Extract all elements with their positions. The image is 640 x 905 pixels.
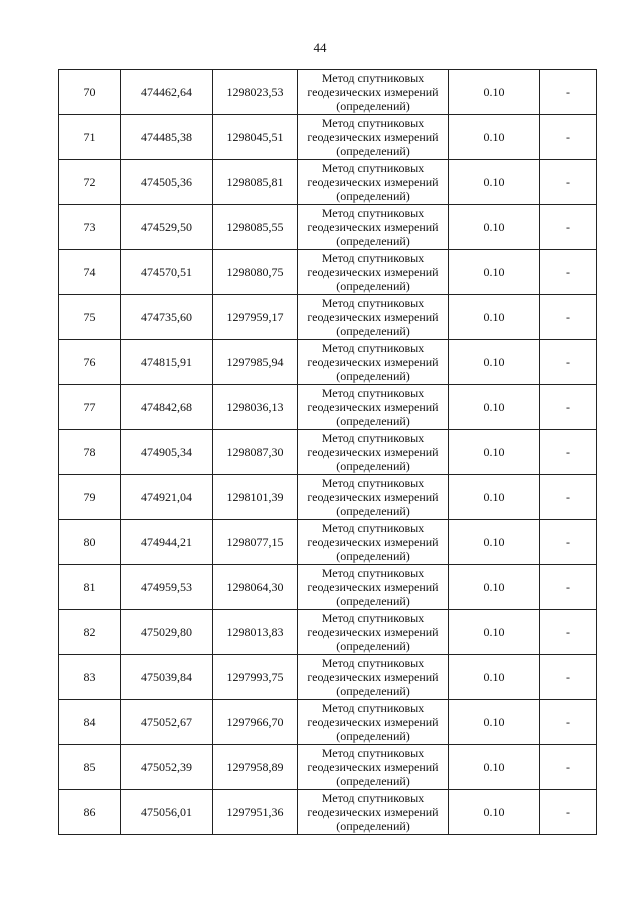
note-cell: - [540, 610, 597, 655]
x-coordinate-cell: 474462,64 [121, 70, 213, 115]
note-cell: - [540, 205, 597, 250]
method-cell: Метод спутниковых геодезических измерений (определений) [298, 700, 449, 745]
table-row [59, 205, 597, 250]
x-coordinate-cell: 474485,38 [121, 115, 213, 160]
y-coordinate-cell: 1298077,15 [213, 520, 298, 565]
x-coordinate-cell: 475052,67 [121, 700, 213, 745]
point-number-cell: 71 [59, 115, 121, 160]
y-coordinate-cell: 1298013,83 [213, 610, 298, 655]
table-row [59, 745, 597, 790]
method-cell: Метод спутниковых геодезических измерений (определений) [298, 115, 449, 160]
x-coordinate-cell: 474842,68 [121, 385, 213, 430]
method-cell: Метод спутниковых геодезических измерений (определений) [298, 160, 449, 205]
y-coordinate-cell: 1298101,39 [213, 475, 298, 520]
method-cell: Метод спутниковых геодезических измерений (определений) [298, 475, 449, 520]
table-row [59, 655, 597, 700]
point-number-cell: 86 [59, 790, 121, 835]
point-number-cell: 83 [59, 655, 121, 700]
note-cell: - [540, 70, 597, 115]
accuracy-cell: 0.10 [449, 430, 540, 475]
note-cell: - [540, 565, 597, 610]
accuracy-cell: 0.10 [449, 565, 540, 610]
method-cell: Метод спутниковых геодезических измерений (определений) [298, 790, 449, 835]
note-cell: - [540, 745, 597, 790]
note-cell: - [540, 475, 597, 520]
note-cell: - [540, 790, 597, 835]
y-coordinate-cell: 1298045,51 [213, 115, 298, 160]
table-row [59, 70, 597, 115]
y-coordinate-cell: 1298064,30 [213, 565, 298, 610]
accuracy-cell: 0.10 [449, 295, 540, 340]
note-cell: - [540, 250, 597, 295]
method-cell: Метод спутниковых геодезических измерений (определений) [298, 565, 449, 610]
method-cell: Метод спутниковых геодезических измерений (определений) [298, 250, 449, 295]
x-coordinate-cell: 475056,01 [121, 790, 213, 835]
method-cell: Метод спутниковых геодезических измерений (определений) [298, 70, 449, 115]
accuracy-cell: 0.10 [449, 745, 540, 790]
table-row [59, 115, 597, 160]
accuracy-cell: 0.10 [449, 655, 540, 700]
point-number-cell: 73 [59, 205, 121, 250]
accuracy-cell: 0.10 [449, 700, 540, 745]
table-row [59, 160, 597, 205]
method-cell: Метод спутниковых геодезических измерений (определений) [298, 340, 449, 385]
accuracy-cell: 0.10 [449, 205, 540, 250]
accuracy-cell: 0.10 [449, 70, 540, 115]
note-cell: - [540, 700, 597, 745]
table-row [59, 385, 597, 430]
point-number-cell: 76 [59, 340, 121, 385]
table-row [59, 610, 597, 655]
point-number-cell: 81 [59, 565, 121, 610]
point-number-cell: 79 [59, 475, 121, 520]
y-coordinate-cell: 1298085,81 [213, 160, 298, 205]
note-cell: - [540, 430, 597, 475]
x-coordinate-cell: 474815,91 [121, 340, 213, 385]
coordinates-table [58, 69, 597, 835]
y-coordinate-cell: 1298036,13 [213, 385, 298, 430]
point-number-cell: 74 [59, 250, 121, 295]
note-cell: - [540, 340, 597, 385]
accuracy-cell: 0.10 [449, 610, 540, 655]
note-cell: - [540, 655, 597, 700]
y-coordinate-cell: 1297985,94 [213, 340, 298, 385]
table-row [59, 475, 597, 520]
x-coordinate-cell: 474505,36 [121, 160, 213, 205]
x-coordinate-cell: 475029,80 [121, 610, 213, 655]
point-number-cell: 85 [59, 745, 121, 790]
table-row [59, 520, 597, 565]
y-coordinate-cell: 1297951,36 [213, 790, 298, 835]
method-cell: Метод спутниковых геодезических измерений (определений) [298, 430, 449, 475]
method-cell: Метод спутниковых геодезических измерений (определений) [298, 610, 449, 655]
method-cell: Метод спутниковых геодезических измерений (определений) [298, 745, 449, 790]
accuracy-cell: 0.10 [449, 250, 540, 295]
x-coordinate-cell: 475052,39 [121, 745, 213, 790]
point-number-cell: 77 [59, 385, 121, 430]
x-coordinate-cell: 474959,53 [121, 565, 213, 610]
accuracy-cell: 0.10 [449, 475, 540, 520]
y-coordinate-cell: 1297958,89 [213, 745, 298, 790]
method-cell: Метод спутниковых геодезических измерений (определений) [298, 295, 449, 340]
point-number-cell: 84 [59, 700, 121, 745]
point-number-cell: 70 [59, 70, 121, 115]
note-cell: - [540, 115, 597, 160]
method-cell: Метод спутниковых геодезических измерений (определений) [298, 385, 449, 430]
accuracy-cell: 0.10 [449, 520, 540, 565]
point-number-cell: 75 [59, 295, 121, 340]
y-coordinate-cell: 1298023,53 [213, 70, 298, 115]
note-cell: - [540, 160, 597, 205]
method-cell: Метод спутниковых геодезических измерений (определений) [298, 520, 449, 565]
table-row [59, 790, 597, 835]
table-row [59, 565, 597, 610]
x-coordinate-cell: 474905,34 [121, 430, 213, 475]
x-coordinate-cell: 475039,84 [121, 655, 213, 700]
table-row [59, 430, 597, 475]
x-coordinate-cell: 474529,50 [121, 205, 213, 250]
note-cell: - [540, 385, 597, 430]
table-row [59, 295, 597, 340]
x-coordinate-cell: 474944,21 [121, 520, 213, 565]
y-coordinate-cell: 1298087,30 [213, 430, 298, 475]
method-cell: Метод спутниковых геодезических измерений (определений) [298, 655, 449, 700]
page-number: 44 [313, 40, 327, 55]
accuracy-cell: 0.10 [449, 160, 540, 205]
x-coordinate-cell: 474921,04 [121, 475, 213, 520]
table-row [59, 700, 597, 745]
point-number-cell: 80 [59, 520, 121, 565]
y-coordinate-cell: 1297993,75 [213, 655, 298, 700]
point-number-cell: 72 [59, 160, 121, 205]
note-cell: - [540, 520, 597, 565]
x-coordinate-cell: 474570,51 [121, 250, 213, 295]
point-number-cell: 78 [59, 430, 121, 475]
accuracy-cell: 0.10 [449, 340, 540, 385]
point-number-cell: 82 [59, 610, 121, 655]
note-cell: - [540, 295, 597, 340]
y-coordinate-cell: 1297966,70 [213, 700, 298, 745]
table-row [59, 340, 597, 385]
accuracy-cell: 0.10 [449, 115, 540, 160]
coordinates-table-body [59, 70, 597, 835]
y-coordinate-cell: 1298080,75 [213, 250, 298, 295]
x-coordinate-cell: 474735,60 [121, 295, 213, 340]
table-row [59, 250, 597, 295]
accuracy-cell: 0.10 [449, 385, 540, 430]
y-coordinate-cell: 1298085,55 [213, 205, 298, 250]
accuracy-cell: 0.10 [449, 790, 540, 835]
y-coordinate-cell: 1297959,17 [213, 295, 298, 340]
method-cell: Метод спутниковых геодезических измерений (определений) [298, 205, 449, 250]
